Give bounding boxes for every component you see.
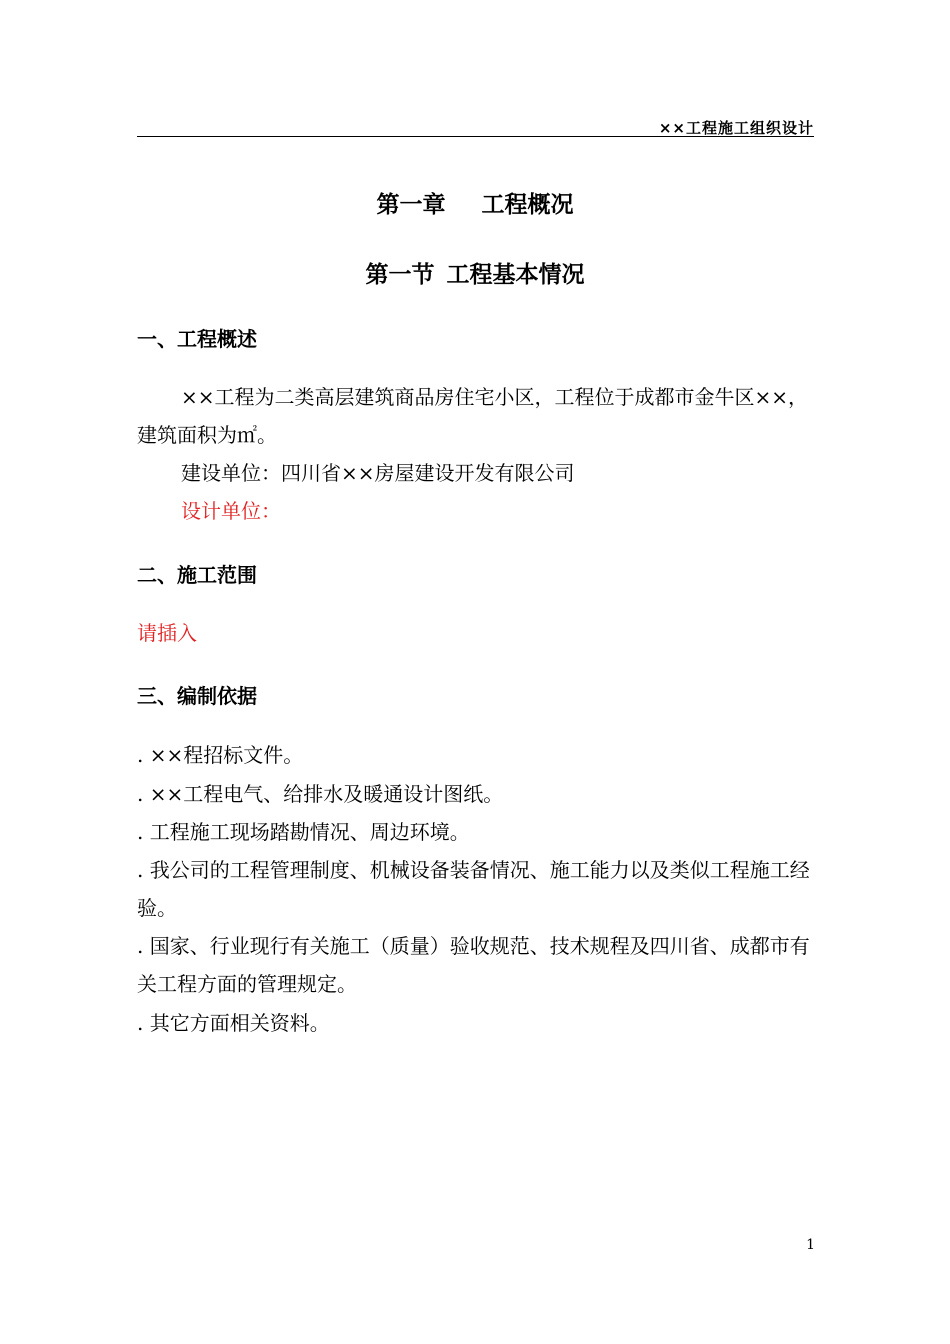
basis-item: . 工程施工现场踏勘情况、周边环境。 bbox=[137, 820, 470, 844]
page-number: 1 bbox=[806, 1237, 815, 1253]
basis-item: . 我公司的工程管理制度、机械设备装备情况、施工能力以及类似工程施工经验。 bbox=[137, 858, 810, 920]
basis-item: . 国家、行业现行有关施工（质量）验收规范、技术规程及四川省、成都市有关工程方面的管理规定。 bbox=[137, 934, 810, 996]
header-rule bbox=[137, 136, 814, 137]
basis-item: . ××程招标文件。 bbox=[137, 743, 304, 767]
heading-scope: 二、施工范围 bbox=[137, 563, 257, 587]
construction-unit: 建设单位：四川省××房屋建设开发有限公司 bbox=[181, 461, 575, 485]
section-name: 工程基本情况 bbox=[446, 262, 585, 288]
basis-item: . ××工程电气、给排水及暖通设计图纸。 bbox=[137, 782, 504, 806]
overview-paragraph: ××工程为二类高层建筑商品房住宅小区，工程位于成都市金牛区××，建筑面积为㎡。 bbox=[137, 385, 809, 447]
section-title bbox=[0, 256, 950, 289]
chapter-number: 第一章 bbox=[376, 192, 446, 218]
heading-basis: 三、编制依据 bbox=[137, 684, 257, 708]
basis-item: . 其它方面相关资料。 bbox=[137, 1011, 330, 1035]
chapter-title bbox=[0, 186, 950, 219]
running-header: ××工程施工组织设计 bbox=[658, 119, 814, 137]
section-number: 第一节 bbox=[365, 262, 435, 288]
chapter-name: 工程概况 bbox=[481, 192, 574, 218]
scope-placeholder: 请插入 bbox=[137, 621, 197, 645]
design-unit: 设计单位： bbox=[181, 499, 281, 523]
heading-overview: 一、工程概述 bbox=[137, 327, 257, 351]
